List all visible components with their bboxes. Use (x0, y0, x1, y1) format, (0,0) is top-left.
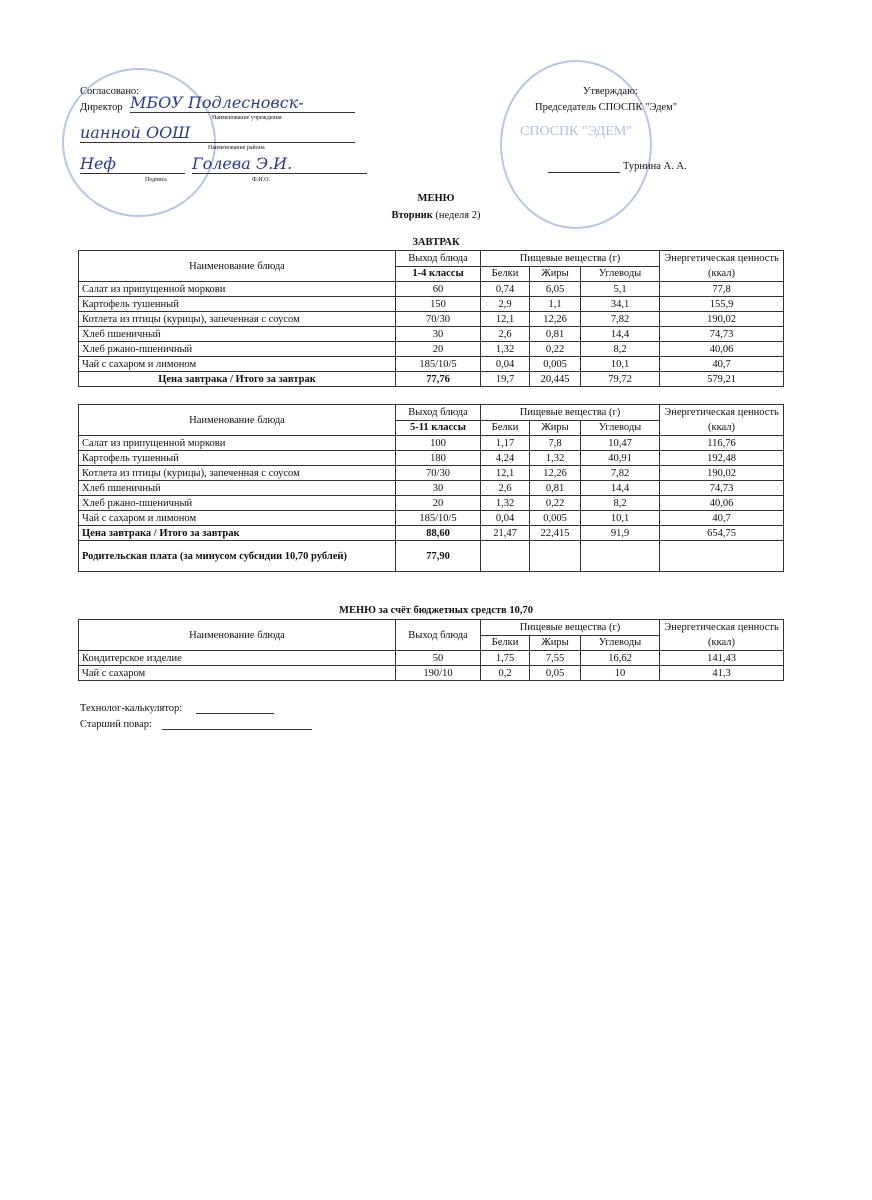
table-cell: 77,8 (660, 282, 784, 297)
table-cell: 5,1 (581, 282, 660, 297)
breakfast-table-grades-1-4 (78, 250, 784, 387)
table-cell: 0,81 (530, 481, 581, 496)
table-cell: 0,005 (530, 511, 581, 526)
header-row (79, 251, 784, 267)
header-nutrients: Пищевые вещества (г) (481, 620, 660, 636)
table-row (79, 481, 784, 496)
table-cell: Салат из припущенной моркови (79, 282, 396, 297)
table-cell: 40,7 (660, 357, 784, 372)
table-cell: 4,24 (481, 451, 530, 466)
table-cell: 70/30 (396, 466, 481, 481)
table-cell: 40,06 (660, 342, 784, 357)
institution-line-1 (130, 94, 355, 113)
table-row (79, 496, 784, 511)
table-cell: Картофель тушенный (79, 297, 396, 312)
table-cell: Котлета из птицы (курицы), запеченная с соусом (79, 466, 396, 481)
header-row (79, 405, 784, 421)
table-cell: 155,9 (660, 297, 784, 312)
header-grade-group: 5-11 классы (396, 420, 481, 436)
table-cell: 7,8 (530, 436, 581, 451)
table-cell: 190,02 (660, 466, 784, 481)
table-cell: 0,22 (530, 496, 581, 511)
table-row (79, 327, 784, 342)
header-protein: Белки (481, 635, 530, 651)
table-cell: 185/10/5 (396, 357, 481, 372)
table-cell: 0,005 (530, 357, 581, 372)
table-cell: Цена завтрака / Итого за завтрак (79, 526, 396, 541)
table-cell: 74,73 (660, 481, 784, 496)
table-cell: 2,9 (481, 297, 530, 312)
table-cell: 12,1 (481, 312, 530, 327)
table-cell: Хлеб пшеничный (79, 327, 396, 342)
table-cell: 180 (396, 451, 481, 466)
table-row (79, 436, 784, 451)
table-cell: 141,43 (660, 651, 784, 666)
table-cell: 10 (581, 666, 660, 681)
table-cell: 16,62 (581, 651, 660, 666)
table-cell: 116,76 (660, 436, 784, 451)
table-cell: 12,26 (530, 312, 581, 327)
table-cell: Хлеб пшеничный (79, 481, 396, 496)
table-cell: 1,75 (481, 651, 530, 666)
table-cell: 7,82 (581, 466, 660, 481)
table-cell: 50 (396, 651, 481, 666)
header-protein: Белки (481, 420, 530, 436)
table-cell: Чай с сахаром и лимоном (79, 357, 396, 372)
table-cell: 30 (396, 327, 481, 342)
table-cell: Салат из припущенной моркови (79, 436, 396, 451)
district-caption: Наименование района (208, 145, 265, 151)
table-cell: 20 (396, 342, 481, 357)
day-line (0, 209, 872, 222)
table-cell: 10,47 (581, 436, 660, 451)
table-cell: Картофель тушенный (79, 451, 396, 466)
header-nutrients: Пищевые вещества (г) (481, 251, 660, 267)
table-cell: 10,1 (581, 511, 660, 526)
table-row (79, 511, 784, 526)
table-cell: 579,21 (660, 372, 784, 387)
table-cell: Кондитерское изделие (79, 651, 396, 666)
table-cell: 14,4 (581, 327, 660, 342)
table-cell: 20,445 (530, 372, 581, 387)
director-name-line (192, 155, 367, 174)
stamp-right-center-text: СПОСПК "ЭДЕМ" (520, 124, 633, 139)
table-cell: 91,9 (581, 526, 660, 541)
table-cell: 1,32 (481, 342, 530, 357)
header-output: Выход блюда (396, 405, 481, 421)
table-cell: 20 (396, 496, 481, 511)
director-name-handwriting: Голева Э.И. (192, 154, 293, 173)
table-cell: 60 (396, 282, 481, 297)
table-cell: 40,06 (660, 496, 784, 511)
header-energy: Энергетическая ценность (ккал) (660, 620, 784, 651)
table-cell: 30 (396, 481, 481, 496)
budget-menu-table (78, 619, 784, 681)
table-cell: 34,1 (581, 297, 660, 312)
table-cell: 0,05 (530, 666, 581, 681)
header-fat: Жиры (530, 635, 581, 651)
director-label: Директор (80, 102, 123, 113)
header-output: Выход блюда (396, 620, 481, 651)
signature-line (80, 155, 185, 174)
table-cell: 8,2 (581, 496, 660, 511)
table-cell: 190,02 (660, 312, 784, 327)
table-cell: 654,75 (660, 526, 784, 541)
technologist-label: Технолог-калькулятор: (80, 703, 183, 714)
approve-label: Утверждаю: (583, 86, 638, 97)
institution-handwriting-2: ианной ООШ (80, 123, 191, 142)
table-cell: 12,1 (481, 466, 530, 481)
table-cell (530, 541, 581, 572)
table-cell: 79,72 (581, 372, 660, 387)
table-cell: Цена завтрака / Итого за завтрак (79, 372, 396, 387)
table-cell: 2,6 (481, 327, 530, 342)
table-row (79, 451, 784, 466)
header-dish-name: Наименование блюда (79, 620, 396, 651)
header-fat: Жиры (530, 420, 581, 436)
table-cell: 8,2 (581, 342, 660, 357)
table-cell: 2,6 (481, 481, 530, 496)
table-cell: Чай с сахаром и лимоном (79, 511, 396, 526)
table-cell: 0,81 (530, 327, 581, 342)
table-row (79, 312, 784, 327)
table-cell: Родительская плата (за минусом субсидии 10,70 рублей) (79, 541, 396, 572)
table-cell: 7,82 (581, 312, 660, 327)
institution-line-2 (80, 124, 355, 143)
table-cell: 88,60 (396, 526, 481, 541)
header-protein: Белки (481, 266, 530, 282)
chef-signature-line (162, 716, 312, 730)
table-row (79, 342, 784, 357)
table-cell (481, 541, 530, 572)
table-cell: 40,7 (660, 511, 784, 526)
table-cell: 77,90 (396, 541, 481, 572)
breakfast-table-grades-5-11 (78, 404, 784, 572)
day-name: Вторник (391, 210, 433, 221)
table-row (79, 282, 784, 297)
header-grade-group: 1-4 классы (396, 266, 481, 282)
table-cell: 6,05 (530, 282, 581, 297)
header-energy: Энергетическая ценность (ккал) (660, 405, 784, 436)
table-cell: 150 (396, 297, 481, 312)
chef-label: Старший повар: (80, 719, 152, 730)
table-cell: 19,7 (481, 372, 530, 387)
table-cell: 22,415 (530, 526, 581, 541)
table-cell (660, 541, 784, 572)
header-carbs: Углеводы (581, 420, 660, 436)
table-cell: Чай с сахаром (79, 666, 396, 681)
table-row (79, 466, 784, 481)
table-cell: 14,4 (581, 481, 660, 496)
parent-fee-row (79, 541, 784, 572)
table-cell (581, 541, 660, 572)
table-cell: 192,48 (660, 451, 784, 466)
director-signature: Неф (80, 154, 116, 173)
total-row (79, 372, 784, 387)
header-energy: Энергетическая ценность (ккал) (660, 251, 784, 282)
table-cell: 1,32 (530, 451, 581, 466)
table-cell: 0,04 (481, 357, 530, 372)
header-nutrients: Пищевые вещества (г) (481, 405, 660, 421)
table-cell: 185/10/5 (396, 511, 481, 526)
table-cell: 70/30 (396, 312, 481, 327)
table-cell: Хлеб ржано-пшеничный (79, 496, 396, 511)
header-row (79, 620, 784, 636)
technologist-signature-line (196, 700, 274, 714)
table-cell: 7,55 (530, 651, 581, 666)
total-row (79, 526, 784, 541)
institution-handwriting-1: МБОУ Подлесновск- (130, 93, 304, 112)
table-cell: 12,26 (530, 466, 581, 481)
table-row (79, 297, 784, 312)
table-row (79, 651, 784, 666)
signature-caption: Подпись (145, 177, 168, 183)
header-output: Выход блюда (396, 251, 481, 267)
table-cell: 74,73 (660, 327, 784, 342)
week-note: (неделя 2) (432, 210, 481, 221)
header-carbs: Углеводы (581, 635, 660, 651)
table-cell: 0,74 (481, 282, 530, 297)
table-cell: 0,04 (481, 511, 530, 526)
table-cell: 0,2 (481, 666, 530, 681)
table-cell: 1,17 (481, 436, 530, 451)
agreed-label: Согласовано: (80, 86, 140, 97)
chairman-signature-line (548, 158, 620, 173)
header-carbs: Углеводы (581, 266, 660, 282)
table-cell: 40,91 (581, 451, 660, 466)
table-cell: Котлета из птицы (курицы), запеченная с соусом (79, 312, 396, 327)
table-cell: 100 (396, 436, 481, 451)
header-dish-name: Наименование блюда (79, 251, 396, 282)
table-cell: 10,1 (581, 357, 660, 372)
chairman-label: Председатель СПОСПК "Эдем" (535, 102, 678, 113)
table-cell: 21,47 (481, 526, 530, 541)
institution-caption: Наименование учреждения (212, 115, 282, 121)
chairman-name: Турнина А. А. (623, 161, 687, 172)
table-cell: 1,32 (481, 496, 530, 511)
fio-caption: Ф.И.О. (252, 177, 270, 183)
table-cell: Хлеб ржано-пшеничный (79, 342, 396, 357)
table-cell: 190/10 (396, 666, 481, 681)
budget-menu-title: МЕНЮ за счёт бюджетных средств 10,70 (339, 605, 533, 616)
table-row (79, 357, 784, 372)
table-cell: 77,76 (396, 372, 481, 387)
section-title: ЗАВТРАК (412, 237, 460, 248)
menu-title: МЕНЮ (417, 193, 455, 204)
header-fat: Жиры (530, 266, 581, 282)
table-row (79, 666, 784, 681)
table-cell: 1,1 (530, 297, 581, 312)
table-cell: 0,22 (530, 342, 581, 357)
table-cell: 41,3 (660, 666, 784, 681)
header-dish-name: Наименование блюда (79, 405, 396, 436)
